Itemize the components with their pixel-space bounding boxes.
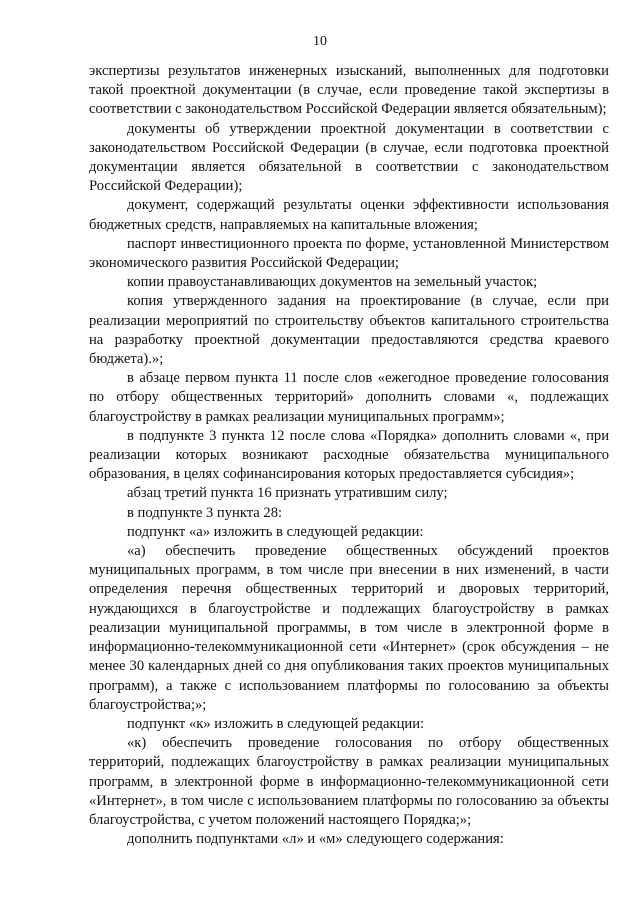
paragraph: «а) обеспечить проведение общественных обсуждений проектов муниципальных программ, в том числе при внесении в них изменений, в части определения перечня общественных территорий и дворовых территорий, нуждающихся в благоустройстве и подлежащих благоустройству в рамках реализации муниципальной программы, в том числе в электронной форме в информационно-телекоммуникационной сети «Интернет» (срок обсуждения – не менее 30 календарных дней со дня опубликования таких проектов муниципальных программ), а также с использованием платформы по голосованию за объекты благоустройства;»; — [89, 543, 609, 713]
paragraph: подпункт «к» изложить в следующей редакции: — [127, 715, 425, 732]
paragraph: абзац третий пункта 16 признать утратившим силу; — [127, 485, 448, 502]
page-number: 10 — [313, 34, 327, 49]
paragraph: документ, содержащий результаты оценки эффективности использования бюджетных средств, направляемых на капитальные вложения; — [89, 197, 609, 233]
document-body — [89, 62, 609, 849]
paragraph: в подпункте 3 пункта 28: — [127, 504, 283, 521]
paragraph: «к) обеспечить проведение голосования по отбору общественных территорий, подлежащих благоустройству в рамках реализации муниципальных программ, в электронной форме в информационно-телекоммуникационной сети «Интернет», в том числе с использованием платформы по голосованию за объекты благоустройства, с учетом положений настоящего Порядка;»; — [89, 735, 609, 828]
paragraph: подпункт «а» изложить в следующей редакции: — [127, 523, 424, 540]
paragraph-continuation: экспертизы результатов инженерных изысканий, выполненных для подготовки такой проектной документации (в случае, если проведение такой экспертизы в соответствии с законодательством Российской Федерации является обязательным); — [89, 63, 609, 118]
paragraph: копии правоустанавливающих документов на земельный участок; — [127, 274, 538, 291]
paragraph: документы об утверждении проектной документации в соответствии с законодательством Российской Федерации (в случае, если подготовка проектной документации является обязательной в соответствии с законодательством Российской Федерации); — [89, 120, 609, 195]
paragraph: в абзаце первом пункта 11 после слов «ежегодное проведение голосования по отбору общественных территорий» дополнить словами «, подлежащих благоустройству в рамках реализации муниципальных программ»; — [89, 370, 609, 425]
paragraph: в подпункте 3 пункта 12 после слова «Порядка» дополнить словами «, при реализации которых возникают расходные обязательства муниципального образования, в целях софинансирования которых предоставляется субсидия»; — [89, 427, 609, 483]
paragraph: копия утвержденного задания на проектирование (в случае, если при реализации мероприятий по строительству объектов капитального строительства на разработку проектной документации предоставляются средства краевого бюджета).»; — [89, 293, 609, 368]
paragraph: дополнить подпунктами «л» и «м» следующего содержания: — [127, 831, 504, 848]
paragraph: паспорт инвестиционного проекта по форме, установленной Министерством экономического развития Российской Федерации; — [89, 235, 609, 272]
